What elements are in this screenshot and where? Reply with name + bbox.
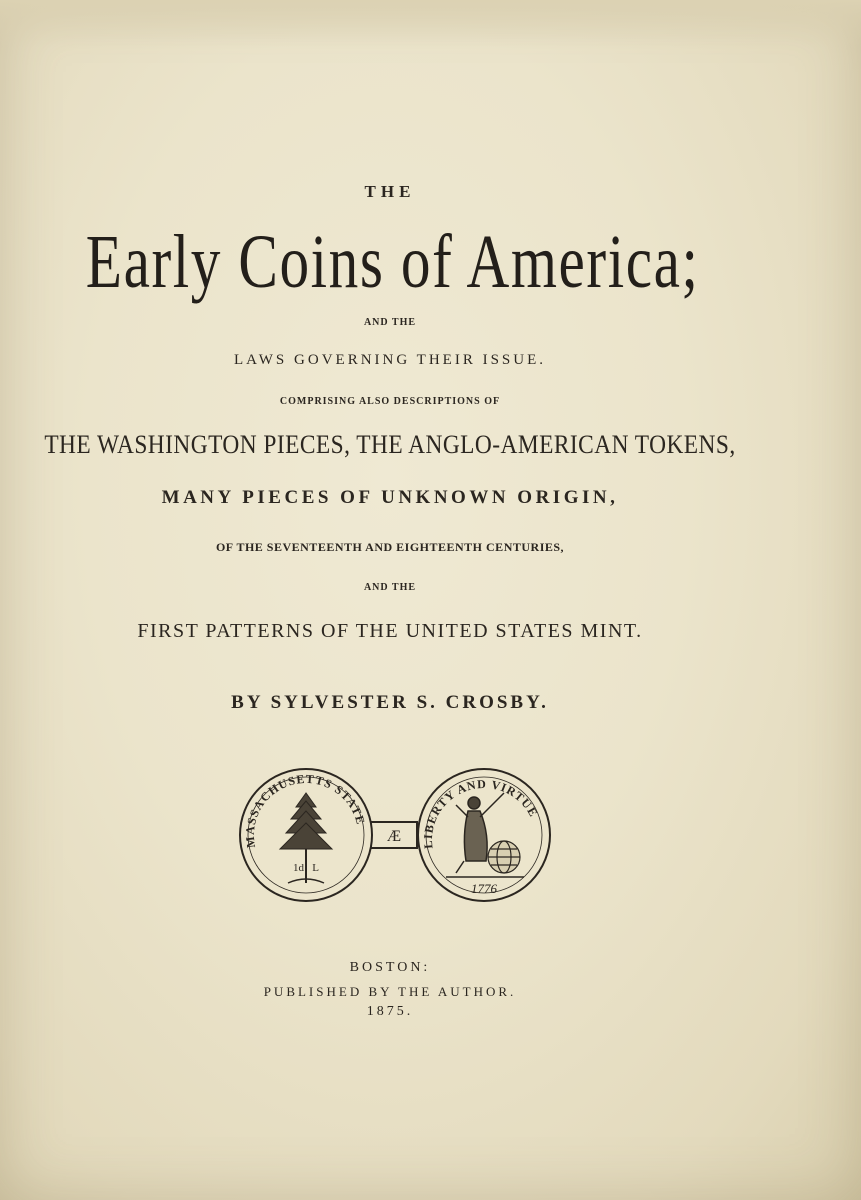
pine-tree-coin — [240, 769, 372, 901]
and-the-line-2: AND THE — [363, 582, 417, 593]
left-coin-field: 1d L — [293, 862, 319, 874]
right-coin-legend: LIBERTY AND VIRTUE — [420, 776, 541, 850]
center-mark: Æ — [386, 828, 402, 845]
imprint-publisher: PUBLISHED BY THE AUTHOR. — [263, 984, 517, 999]
author-line: BY SYLVESTER S. CROSBY. — [231, 692, 549, 713]
imprint-year: 1875. — [366, 1004, 414, 1019]
coin-illustration — [236, 765, 556, 910]
centuries-line: OF THE SEVENTEENTH AND EIGHTEENTH CENTURIES, — [215, 540, 565, 554]
right-coin-date: 1776 — [471, 881, 497, 896]
laws-subtitle: LAWS GOVERNING THEIR ISSUE. — [233, 352, 546, 368]
book-title: Early Coins of America; — [85, 220, 700, 304]
comprising-line: COMPRISING ALSO DESCRIPTIONS OF — [279, 396, 501, 407]
title-article: THE — [364, 182, 416, 201]
washington-line: THE WASHINGTON PIECES, THE ANGLO-AMERICAN TOKENS, — [44, 430, 736, 459]
globe-icon — [488, 841, 520, 873]
many-pieces-line: MANY PIECES OF UNKNOWN ORIGIN, — [161, 487, 619, 508]
imprint-city: BOSTON: — [349, 960, 431, 975]
patterns-line: FIRST PATTERNS OF THE UNITED STATES MINT. — [137, 620, 643, 642]
left-coin-legend: MASSACHUSETTS STATE — [242, 771, 368, 849]
and-the-line-1: AND THE — [363, 317, 417, 328]
liberty-coin — [418, 769, 550, 901]
page-top-edge — [0, 0, 861, 48]
